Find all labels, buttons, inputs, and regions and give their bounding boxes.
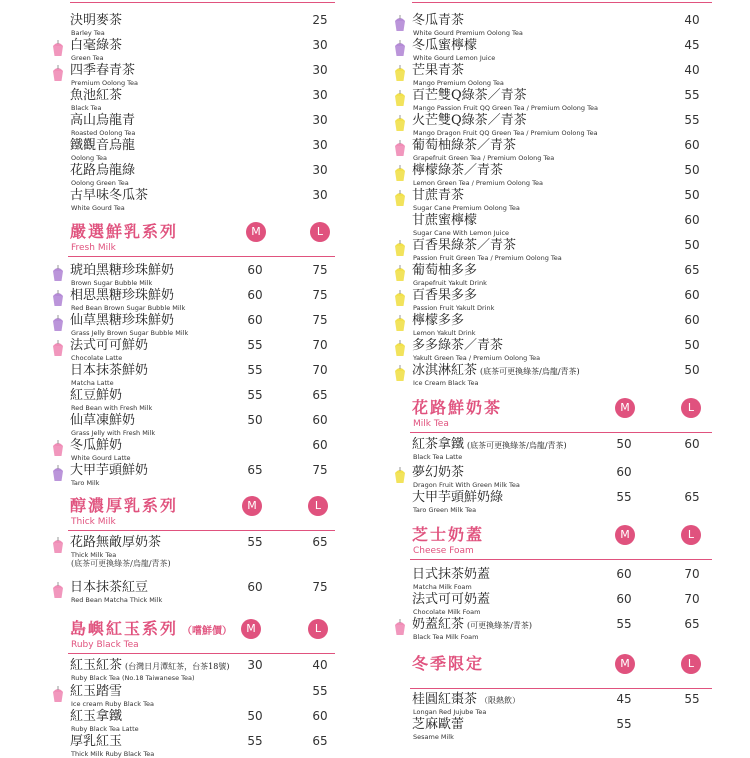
item-name-zh bbox=[70, 658, 229, 674]
price-large: 30 bbox=[312, 113, 328, 127]
item-name-zh bbox=[412, 692, 520, 708]
item-name-zh bbox=[412, 138, 516, 153]
cup-icon bbox=[393, 165, 407, 183]
item-name-zh bbox=[70, 684, 122, 699]
item-name-text: 冬瓜青茶 bbox=[412, 13, 465, 28]
cup-icon bbox=[393, 467, 407, 485]
item-name-zh bbox=[412, 213, 477, 228]
item-name-zh bbox=[70, 709, 122, 724]
item-name-zh bbox=[412, 437, 567, 453]
price-large: 45 bbox=[684, 38, 700, 52]
item-name-zh bbox=[412, 63, 464, 78]
item-name-text: 葡萄柚多多 bbox=[412, 263, 478, 278]
price-medium: 55 bbox=[616, 490, 632, 504]
cup-icon bbox=[393, 190, 407, 208]
price-medium: 55 bbox=[247, 734, 263, 748]
item-name-zh bbox=[70, 163, 135, 178]
section-subtitle-en: Thick Milk bbox=[71, 517, 116, 527]
top-divider bbox=[70, 2, 335, 3]
item-note: (底茶可更換綠茶/烏龍/青茶) bbox=[71, 559, 171, 568]
item-name-en: Sugar Cane Premium Oolong Tea bbox=[413, 204, 520, 212]
price-medium: 55 bbox=[247, 388, 263, 402]
item-name-en: White Gourd Premium Oolong Tea bbox=[413, 29, 523, 37]
section-title bbox=[412, 654, 484, 674]
price-medium: 50 bbox=[247, 709, 263, 723]
section-divider bbox=[68, 653, 335, 654]
item-name-zh bbox=[412, 188, 464, 203]
item-name-text: 相思黑糖珍珠鮮奶 bbox=[70, 288, 175, 303]
cup-icon bbox=[393, 140, 407, 158]
price-large: 30 bbox=[312, 163, 328, 177]
price-large: 70 bbox=[684, 567, 700, 581]
price-large: 30 bbox=[312, 188, 328, 202]
item-name-text: 冬瓜鮮奶 bbox=[70, 438, 123, 453]
price-large: 30 bbox=[312, 63, 328, 77]
cup-icon bbox=[393, 365, 407, 383]
section-title bbox=[412, 525, 484, 545]
item-name-text: 魚池紅茶 bbox=[70, 88, 123, 103]
price-medium: 45 bbox=[616, 692, 632, 706]
item-name-en: Sesame Milk bbox=[413, 733, 454, 741]
price-medium: 60 bbox=[247, 288, 263, 302]
item-name-en: Black Tea Latte bbox=[413, 453, 463, 461]
price-medium: 60 bbox=[247, 313, 263, 327]
item-note: (台灣日月潭紅茶，台茶18號) bbox=[125, 662, 230, 671]
item-name-text: 紅玉拿鐵 bbox=[70, 709, 123, 724]
cup-icon bbox=[393, 115, 407, 133]
item-name-text: 仙草凍鮮奶 bbox=[70, 413, 136, 428]
item-name-text: 檸檬綠茶／青茶 bbox=[412, 163, 504, 178]
price-large: 25 bbox=[312, 13, 328, 27]
item-name-en: Grapefruit Green Tea / Premium Oolong Tea bbox=[413, 154, 555, 162]
price-medium: 55 bbox=[616, 717, 632, 731]
cup-icon bbox=[51, 40, 65, 58]
item-name-text: 花路無敵厚奶茶 bbox=[70, 535, 162, 550]
cup-icon bbox=[51, 686, 65, 704]
item-name-text: 白毫綠茶 bbox=[70, 38, 123, 53]
item-name-text: 鐵觀音烏龍 bbox=[70, 138, 136, 153]
item-name-en: Mango Passion Fruit QQ Green Tea / Premium Oolong Tea bbox=[413, 104, 598, 112]
section-title-text: 冬季限定 bbox=[412, 654, 485, 673]
item-name-en: Oolong Green Tea bbox=[71, 179, 129, 187]
price-large: 75 bbox=[312, 288, 328, 302]
section-title-text: 島嶼紅玉系列 bbox=[70, 619, 179, 638]
size-badge-medium: M bbox=[246, 222, 266, 242]
item-name-text: 紅茶拿鐵 bbox=[412, 437, 465, 452]
item-name-en: Black Tea Milk Foam bbox=[413, 633, 479, 641]
price-large: 75 bbox=[312, 263, 328, 277]
item-name-text: 芝麻歐蕾 bbox=[412, 717, 465, 732]
cup-icon bbox=[393, 90, 407, 108]
item-name-zh bbox=[412, 490, 503, 505]
item-note: (可更換綠茶/青茶) bbox=[467, 621, 532, 630]
item-name-zh bbox=[70, 188, 148, 203]
price-large: 60 bbox=[684, 437, 700, 451]
price-large: 55 bbox=[684, 88, 700, 102]
item-name-text: 法式可可鮮奶 bbox=[70, 338, 149, 353]
item-name-zh bbox=[412, 263, 477, 278]
item-name-en: Red Bean with Fresh Milk bbox=[71, 404, 153, 412]
item-name-en: Sugar Cane With Lemon Juice bbox=[413, 229, 510, 237]
item-name-zh bbox=[70, 63, 135, 78]
price-large: 50 bbox=[684, 238, 700, 252]
size-badge-large: L bbox=[310, 222, 330, 242]
item-name-text: 大甲芋頭鮮奶綠 bbox=[412, 490, 504, 505]
cup-icon bbox=[393, 619, 407, 637]
price-large: 60 bbox=[312, 413, 328, 427]
price-large: 65 bbox=[684, 490, 700, 504]
item-name-en: Dragon Fruit With Green Milk Tea bbox=[413, 481, 520, 489]
section-title-text: 芝士奶蓋 bbox=[412, 525, 485, 544]
cup-icon bbox=[51, 340, 65, 358]
item-name-zh bbox=[412, 465, 464, 480]
item-name-zh bbox=[70, 313, 174, 328]
item-name-text: 甘蔗蜜檸檬 bbox=[412, 213, 478, 228]
item-name-zh bbox=[70, 338, 148, 353]
cup-icon bbox=[393, 240, 407, 258]
item-name-en: Brown Sugar Bubble Milk bbox=[71, 279, 153, 287]
section-title bbox=[412, 398, 502, 418]
item-name-en: Lemon Green Tea / Premium Oolong Tea bbox=[413, 179, 543, 187]
price-large: 60 bbox=[684, 288, 700, 302]
cup-icon bbox=[393, 315, 407, 333]
item-name-text: 紅豆鮮奶 bbox=[70, 388, 123, 403]
cup-icon bbox=[51, 315, 65, 333]
price-medium: 30 bbox=[247, 658, 263, 672]
price-medium: 55 bbox=[616, 617, 632, 631]
section-title-text: 嚴選鮮乳系列 bbox=[70, 222, 179, 241]
item-name-en: Grass Jelly Brown Sugar Bubble Milk bbox=[71, 329, 189, 337]
item-name-text: 紅玉紅茶 bbox=[70, 658, 123, 673]
size-badge-medium: M bbox=[615, 654, 635, 674]
size-badge-medium: M bbox=[242, 496, 262, 516]
size-badge-medium: M bbox=[241, 619, 261, 639]
price-large: 50 bbox=[684, 163, 700, 177]
item-name-zh bbox=[412, 38, 477, 53]
price-large: 50 bbox=[684, 188, 700, 202]
cup-icon bbox=[393, 15, 407, 33]
item-note: （限熱飲） bbox=[480, 696, 521, 705]
price-large: 60 bbox=[684, 213, 700, 227]
cup-icon bbox=[51, 265, 65, 283]
price-large: 40 bbox=[312, 658, 328, 672]
item-name-zh bbox=[70, 463, 148, 478]
item-name-zh bbox=[412, 13, 464, 28]
item-name-text: 百香果綠茶／青茶 bbox=[412, 238, 517, 253]
price-medium: 55 bbox=[247, 338, 263, 352]
item-name-zh bbox=[70, 288, 174, 303]
item-name-en: Oolong Tea bbox=[71, 154, 108, 162]
item-name-en: Matcha Milk Foam bbox=[413, 583, 472, 591]
item-name-en: White Gourd Tea bbox=[71, 204, 125, 212]
item-name-zh bbox=[70, 113, 135, 128]
item-name-text: 日本抹茶紅豆 bbox=[70, 580, 149, 595]
price-large: 60 bbox=[684, 313, 700, 327]
price-large: 30 bbox=[312, 88, 328, 102]
price-large: 40 bbox=[684, 63, 700, 77]
price-large: 60 bbox=[312, 709, 328, 723]
size-badge-large: L bbox=[308, 619, 328, 639]
item-name-en: Red Bean Matcha Thick Milk bbox=[71, 596, 163, 604]
section-divider bbox=[410, 559, 712, 560]
price-large: 30 bbox=[312, 38, 328, 52]
item-name-zh bbox=[412, 163, 503, 178]
item-name-text: 桂圓紅棗茶 bbox=[412, 692, 478, 707]
item-name-zh bbox=[412, 238, 516, 253]
section-divider bbox=[410, 432, 712, 433]
item-name-text: 日本抹茶鮮奶 bbox=[70, 363, 149, 378]
section-title-text: 醇濃厚乳系列 bbox=[70, 496, 179, 515]
item-name-text: 多多綠茶／青茶 bbox=[412, 338, 504, 353]
item-name-zh bbox=[412, 113, 527, 128]
item-name-zh bbox=[70, 88, 122, 103]
item-name-en: Premium Oolong Tea bbox=[71, 79, 139, 87]
section-title bbox=[70, 496, 178, 516]
item-name-en: Grapefruit Yakult Drink bbox=[413, 279, 487, 287]
item-name-zh bbox=[70, 438, 122, 453]
item-name-en: White Gourd Latte bbox=[71, 454, 131, 462]
item-name-zh bbox=[70, 138, 135, 153]
item-name-en: Grass Jelly with Fresh Milk bbox=[71, 429, 156, 437]
item-name-zh bbox=[412, 567, 490, 582]
item-name-zh bbox=[70, 38, 122, 53]
price-medium: 60 bbox=[616, 592, 632, 606]
section-title bbox=[70, 222, 178, 242]
section-subtitle-en: Ruby Black Tea bbox=[71, 640, 139, 650]
price-medium: 65 bbox=[247, 463, 263, 477]
price-medium: 60 bbox=[247, 580, 263, 594]
item-name-text: 冬瓜蜜檸檬 bbox=[412, 38, 478, 53]
item-name-text: 花路烏龍綠 bbox=[70, 163, 136, 178]
item-name-en: Red Bean Brown Sugar Bubble Milk bbox=[71, 304, 186, 312]
cup-icon bbox=[51, 582, 65, 600]
price-medium: 55 bbox=[247, 363, 263, 377]
item-name-en: Thick Milk Tea bbox=[71, 551, 117, 559]
item-name-zh bbox=[70, 734, 122, 749]
item-name-en: Green Tea bbox=[71, 54, 104, 62]
item-name-text: 百香果多多 bbox=[412, 288, 478, 303]
section-title-text: 花路鮮奶茶 bbox=[412, 398, 503, 417]
item-name-en: White Gourd Lemon Juice bbox=[413, 54, 496, 62]
item-name-text: 夢幻奶茶 bbox=[412, 465, 465, 480]
cup-icon bbox=[393, 340, 407, 358]
item-name-zh bbox=[412, 363, 580, 379]
cup-icon bbox=[393, 265, 407, 283]
item-name-zh bbox=[412, 617, 532, 633]
item-name-text: 高山烏龍青 bbox=[70, 113, 136, 128]
price-large: 65 bbox=[312, 734, 328, 748]
cup-icon bbox=[51, 465, 65, 483]
price-medium: 60 bbox=[616, 465, 632, 479]
item-name-text: 紅玉踏雪 bbox=[70, 684, 123, 699]
price-large: 65 bbox=[684, 263, 700, 277]
cup-icon bbox=[393, 40, 407, 58]
size-badge-large: L bbox=[681, 525, 701, 545]
price-large: 30 bbox=[312, 138, 328, 152]
price-large: 60 bbox=[312, 438, 328, 452]
item-name-zh bbox=[70, 535, 161, 550]
item-name-text: 決明麥茶 bbox=[70, 13, 123, 28]
price-large: 65 bbox=[684, 617, 700, 631]
size-badge-large: L bbox=[681, 398, 701, 418]
cup-icon bbox=[51, 65, 65, 83]
section-divider bbox=[68, 256, 335, 257]
size-badge-large: L bbox=[681, 654, 701, 674]
item-name-text: 檸檬多多 bbox=[412, 313, 465, 328]
section-divider bbox=[68, 530, 335, 531]
item-name-en: Chocolate Latte bbox=[71, 354, 123, 362]
price-large: 70 bbox=[312, 363, 328, 377]
item-name-en: Mango Dragon Fruit QQ Green Tea / Premium Oolong Tea bbox=[413, 129, 598, 137]
section-subtitle-en: Fresh Milk bbox=[71, 243, 116, 253]
item-name-text: 芒果青茶 bbox=[412, 63, 465, 78]
item-name-zh bbox=[412, 88, 527, 103]
item-name-text: 琥珀黑糖珍珠鮮奶 bbox=[70, 263, 175, 278]
size-badge-medium: M bbox=[615, 398, 635, 418]
item-name-text: 日式抹茶奶蓋 bbox=[412, 567, 491, 582]
item-name-zh bbox=[412, 338, 503, 353]
item-name-en: Passion Fruit Yakult Drink bbox=[413, 304, 495, 312]
item-name-text: 甘蔗青茶 bbox=[412, 188, 465, 203]
item-name-text: 大甲芋頭鮮奶 bbox=[70, 463, 149, 478]
cup-icon bbox=[393, 65, 407, 83]
item-name-text: 法式可可奶蓋 bbox=[412, 592, 491, 607]
item-name-en: Passion Fruit Green Tea / Premium Oolong Tea bbox=[413, 254, 562, 262]
price-medium: 60 bbox=[616, 567, 632, 581]
price-large: 75 bbox=[312, 463, 328, 477]
top-divider bbox=[412, 2, 712, 3]
cup-icon bbox=[51, 440, 65, 458]
item-name-text: 葡萄柚綠茶／青茶 bbox=[412, 138, 517, 153]
item-name-zh bbox=[412, 288, 477, 303]
cup-icon bbox=[393, 290, 407, 308]
price-large: 75 bbox=[312, 313, 328, 327]
section-divider bbox=[410, 688, 712, 689]
price-medium: 50 bbox=[247, 413, 263, 427]
price-large: 65 bbox=[312, 535, 328, 549]
item-name-text: 仙草黑糖珍珠鮮奶 bbox=[70, 313, 175, 328]
item-name-en: Ruby Black Tea (No.18 Taiwanese Tea) bbox=[71, 674, 195, 682]
item-name-en: Longan Red Jujube Tea bbox=[413, 708, 487, 716]
item-name-en: Ice Cream Black Tea bbox=[413, 379, 479, 387]
price-medium: 50 bbox=[616, 437, 632, 451]
item-name-en: Ruby Black Tea Latte bbox=[71, 725, 139, 733]
item-name-en: Ice cream Ruby Black Tea bbox=[71, 700, 154, 708]
cup-icon bbox=[51, 290, 65, 308]
price-large: 40 bbox=[684, 13, 700, 27]
price-large: 70 bbox=[312, 338, 328, 352]
item-name-en: Taro Green Milk Tea bbox=[413, 506, 477, 514]
cup-icon bbox=[51, 537, 65, 555]
item-note: (底茶可更換綠茶/烏龍/青茶) bbox=[467, 441, 567, 450]
item-name-text: 奶蓋紅茶 bbox=[412, 617, 465, 632]
item-name-en: Chocolate Milk Foam bbox=[413, 608, 481, 616]
section-tag: （嚐鮮價） bbox=[182, 626, 233, 637]
item-name-zh bbox=[70, 388, 122, 403]
item-name-en: Roasted Oolong Tea bbox=[71, 129, 136, 137]
item-name-zh bbox=[70, 580, 148, 595]
item-name-zh bbox=[412, 313, 464, 328]
price-large: 55 bbox=[684, 692, 700, 706]
item-name-text: 百芒雙Q綠茶／青茶 bbox=[412, 88, 527, 103]
item-name-text: 火芒雙Q綠茶／青茶 bbox=[412, 113, 527, 128]
price-large: 70 bbox=[684, 592, 700, 606]
price-large: 50 bbox=[684, 338, 700, 352]
item-name-text: 古早味冬瓜茶 bbox=[70, 188, 149, 203]
item-name-en: Black Tea bbox=[71, 104, 102, 112]
item-name-en: Taro Milk bbox=[71, 479, 100, 487]
item-name-text: 厚乳紅玉 bbox=[70, 734, 123, 749]
item-name-zh bbox=[70, 363, 148, 378]
price-large: 55 bbox=[684, 113, 700, 127]
section-title bbox=[70, 619, 232, 642]
item-note: (底茶可更換綠茶/烏龍/青茶) bbox=[480, 367, 580, 376]
item-name-zh bbox=[70, 263, 174, 278]
item-name-zh bbox=[70, 413, 135, 428]
item-name-en: Matcha Latte bbox=[71, 379, 114, 387]
price-large: 65 bbox=[312, 388, 328, 402]
item-name-en: Lemon Yakult Drink bbox=[413, 329, 476, 337]
item-name-en: Barley Tea bbox=[71, 29, 105, 37]
item-name-zh bbox=[412, 592, 490, 607]
item-name-zh bbox=[412, 717, 464, 732]
section-subtitle-en: Cheese Foam bbox=[413, 546, 474, 556]
item-name-en: Thick Milk Ruby Black Tea bbox=[71, 750, 155, 758]
price-medium: 60 bbox=[247, 263, 263, 277]
item-name-text: 四季春青茶 bbox=[70, 63, 136, 78]
item-name-text: 冰淇淋紅茶 bbox=[412, 363, 478, 378]
price-medium: 55 bbox=[247, 535, 263, 549]
item-name-en: Yakult Green Tea / Premium Oolong Tea bbox=[413, 354, 541, 362]
price-large: 50 bbox=[684, 363, 700, 377]
item-name-zh bbox=[70, 13, 122, 28]
price-large: 75 bbox=[312, 580, 328, 594]
section-subtitle-en: Milk Tea bbox=[413, 419, 449, 429]
size-badge-medium: M bbox=[615, 525, 635, 545]
item-name-en: Mango Premium Oolong Tea bbox=[413, 79, 504, 87]
size-badge-large: L bbox=[308, 496, 328, 516]
price-large: 60 bbox=[684, 138, 700, 152]
price-large: 55 bbox=[312, 684, 328, 698]
